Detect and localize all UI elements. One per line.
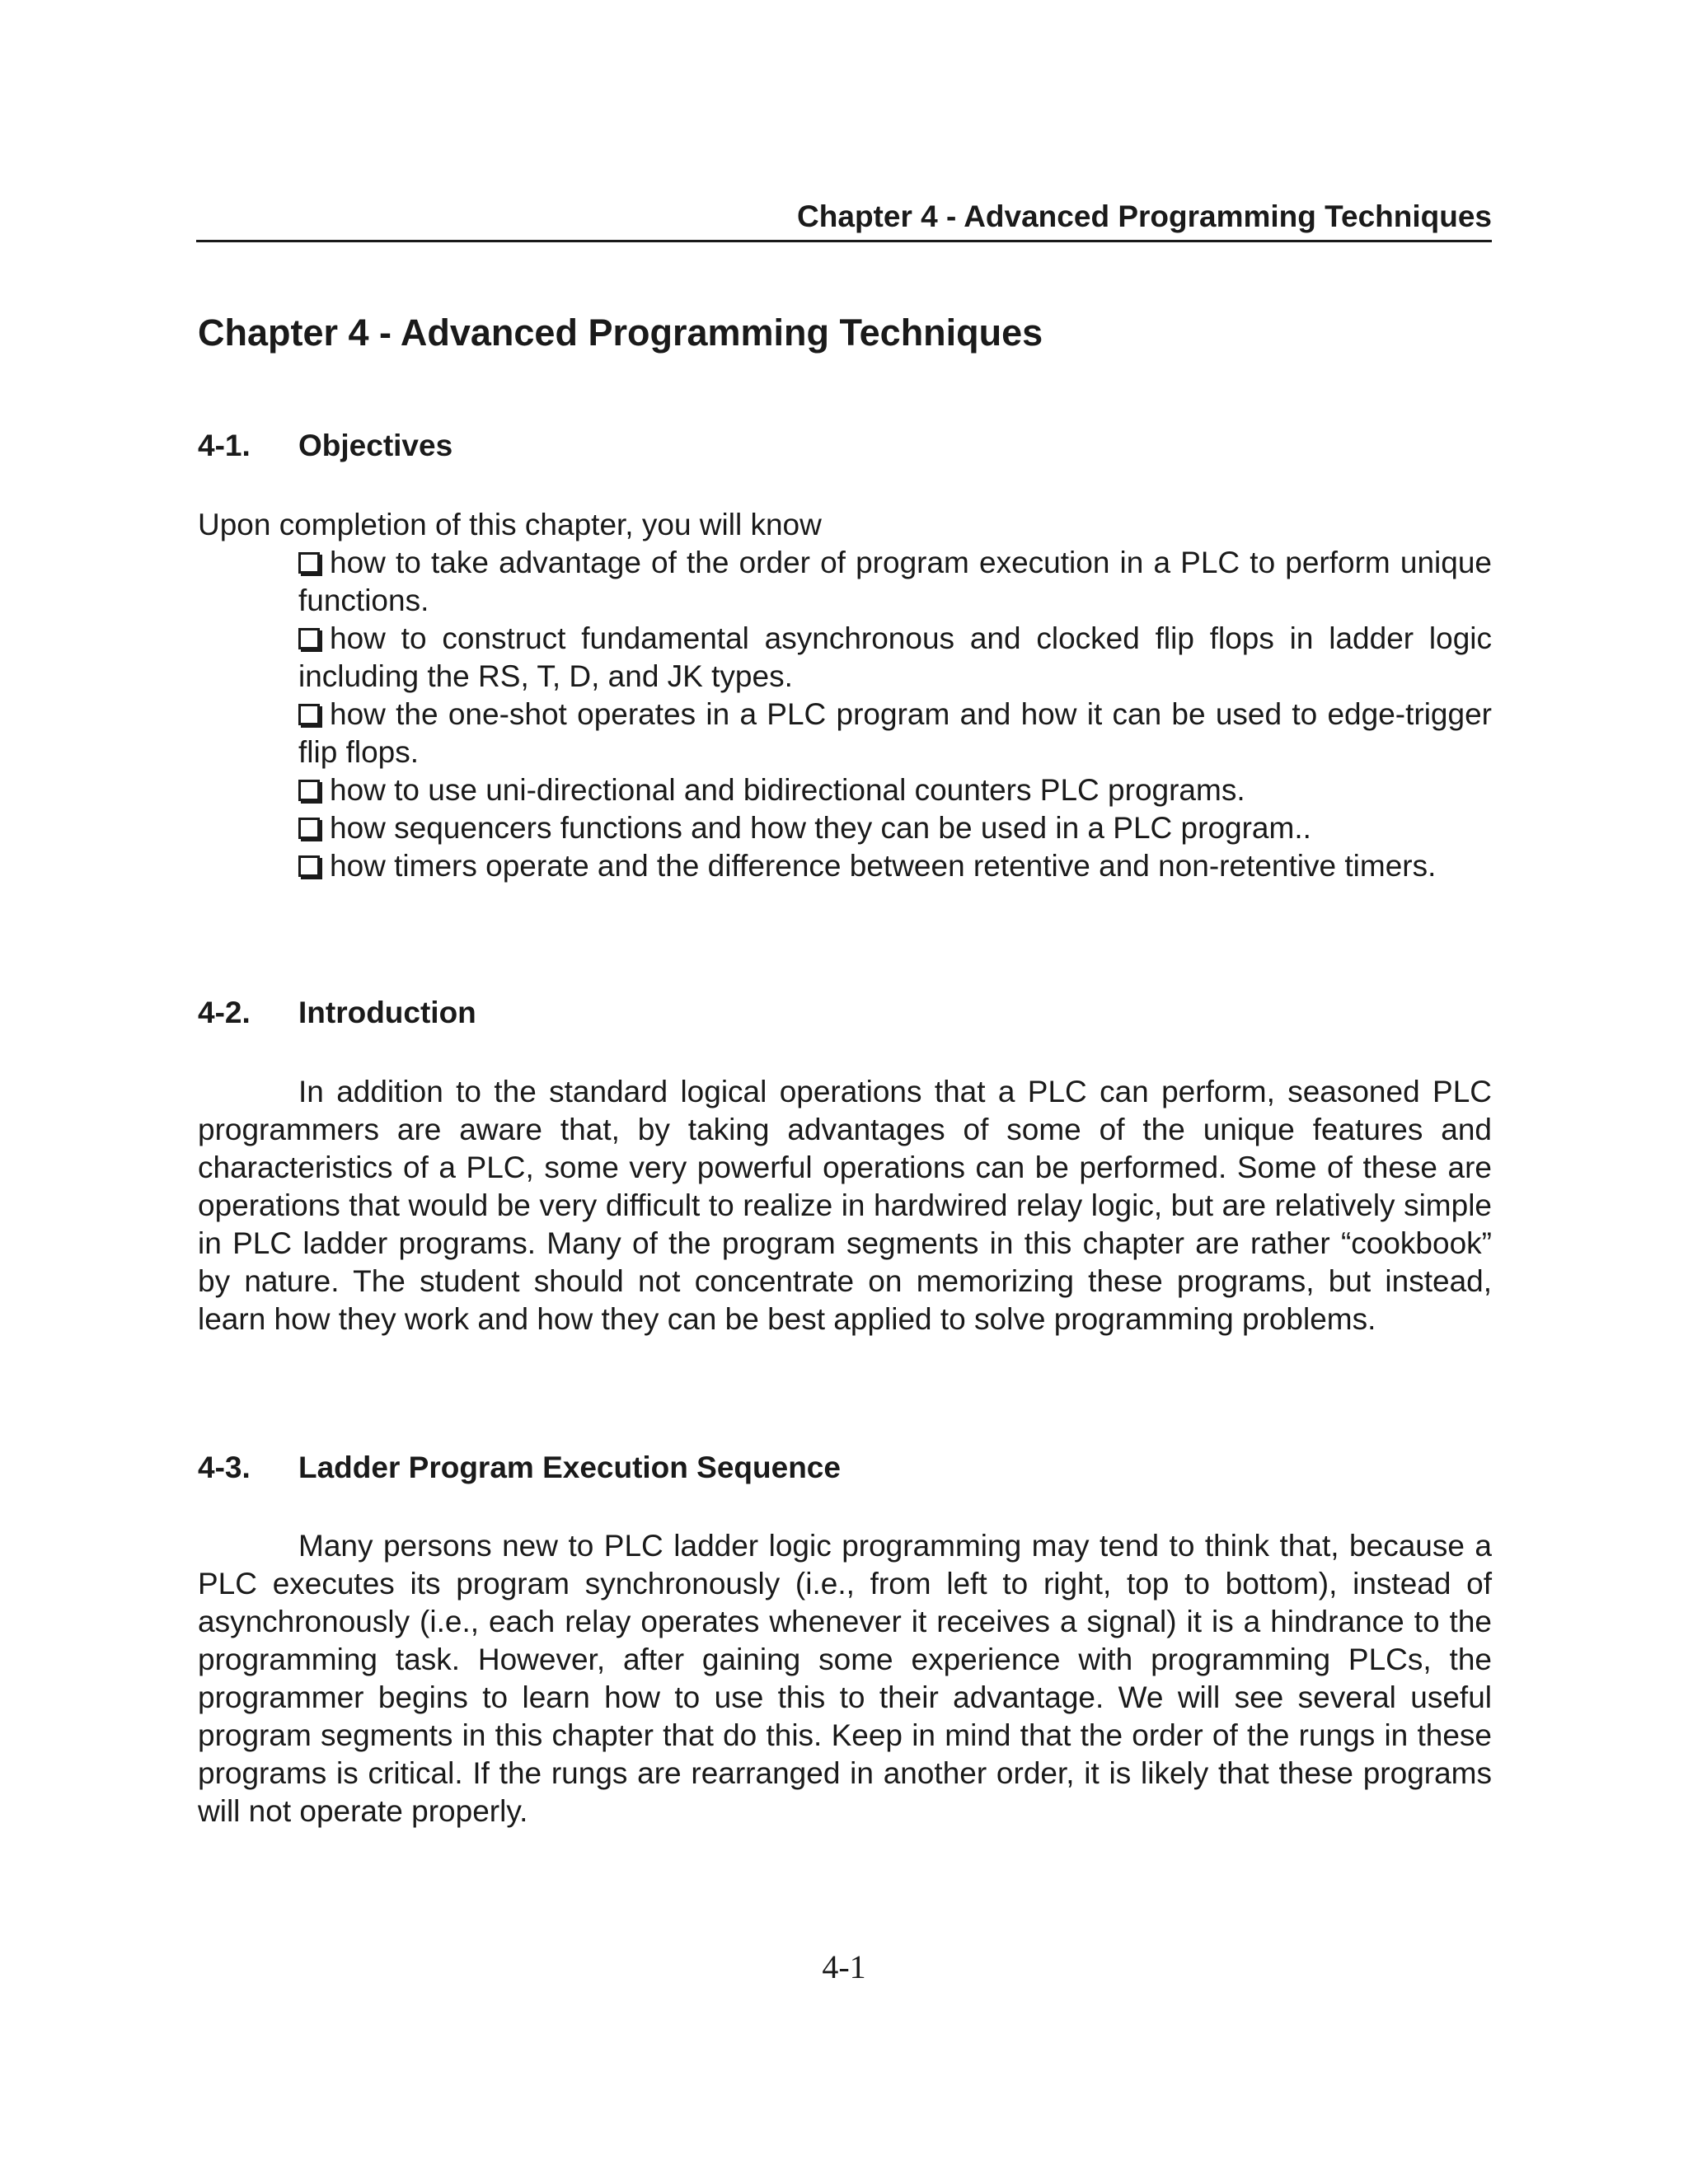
objective-text: how to use uni-directional and bidirectional counters PLC programs.	[330, 773, 1245, 807]
section-heading-introduction	[198, 994, 476, 1032]
list-item	[298, 847, 1492, 885]
section-number: 4-1.	[198, 429, 251, 462]
running-header: Chapter 4 - Advanced Programming Techniques	[797, 199, 1492, 233]
checkbox-bullet-icon	[298, 628, 320, 649]
objective-text: how timers operate and the difference between retentive and non-retentive timers.	[330, 849, 1437, 883]
section-number: 4-2.	[198, 996, 251, 1029]
section-heading-execution-sequence	[198, 1449, 841, 1487]
introduction-paragraph: In addition to the standard logical operations that a PLC can perform, seasoned PLC programmers are aware that, by taking advantages of some of the unique features and characteristics of a PLC, some very powerful operations can be performed. Some of these are operations that would be very difficult to realize in hardwired relay logic, but are relatively simple in PLC ladder programs. Many of the program segments in this chapter are rather “cookbook” by nature. The student should not concentrate on memorizing these programs, but instead, learn how they work and how they can be best applied to solve programming problems.	[198, 1075, 1492, 1336]
section-title: Introduction	[298, 996, 476, 1029]
checkbox-bullet-icon	[298, 818, 320, 839]
chapter-title: Chapter 4 - Advanced Programming Techniques	[198, 312, 1043, 354]
list-item	[298, 620, 1492, 696]
list-item	[298, 696, 1492, 771]
section-title: Objectives	[298, 429, 453, 462]
section-title: Ladder Program Execution Sequence	[298, 1451, 841, 1484]
execution-sequence-paragraph: Many persons new to PLC ladder logic programming may tend to think that, because a PLC executes its program synchronously (i.e., from left to right, top to bottom), instead of asynchronously (i.e., each relay operates whenever it receives a signal) it is a hindrance to the programming task. However, after gaining some experience with programming PLCs, the programmer begins to learn how to use this to their advantage. We will see several useful program segments in this chapter that do this. Keep in mind that the order of the rungs in these programs is critical. If the rungs are rearranged in another order, it is likely that these programs will not operate properly.	[198, 1529, 1492, 1828]
objective-text: how to construct fundamental asynchronous and clocked flip flops in ladder logic including the RS, T, D, and JK types.	[298, 621, 1492, 693]
objective-text: how sequencers functions and how they can be used in a PLC program..	[330, 811, 1311, 845]
section-heading-objectives	[198, 427, 452, 465]
list-item	[298, 544, 1492, 620]
checkbox-bullet-icon	[298, 552, 320, 574]
header-rule	[196, 240, 1492, 242]
checkbox-bullet-icon	[298, 704, 320, 725]
checkbox-bullet-icon	[298, 855, 320, 877]
objectives-list	[298, 544, 1492, 885]
section-number: 4-3.	[198, 1451, 251, 1484]
list-item	[298, 771, 1492, 809]
page-number: 4-1	[822, 1948, 866, 1985]
objectives-intro: Upon completion of this chapter, you will know	[198, 508, 822, 541]
checkbox-bullet-icon	[298, 780, 320, 801]
list-item	[298, 809, 1492, 847]
objective-text: how the one-shot operates in a PLC program and how it can be used to edge-trigger flip flops.	[298, 697, 1492, 769]
objective-text: how to take advantage of the order of program execution in a PLC to perform unique functions.	[298, 546, 1492, 617]
